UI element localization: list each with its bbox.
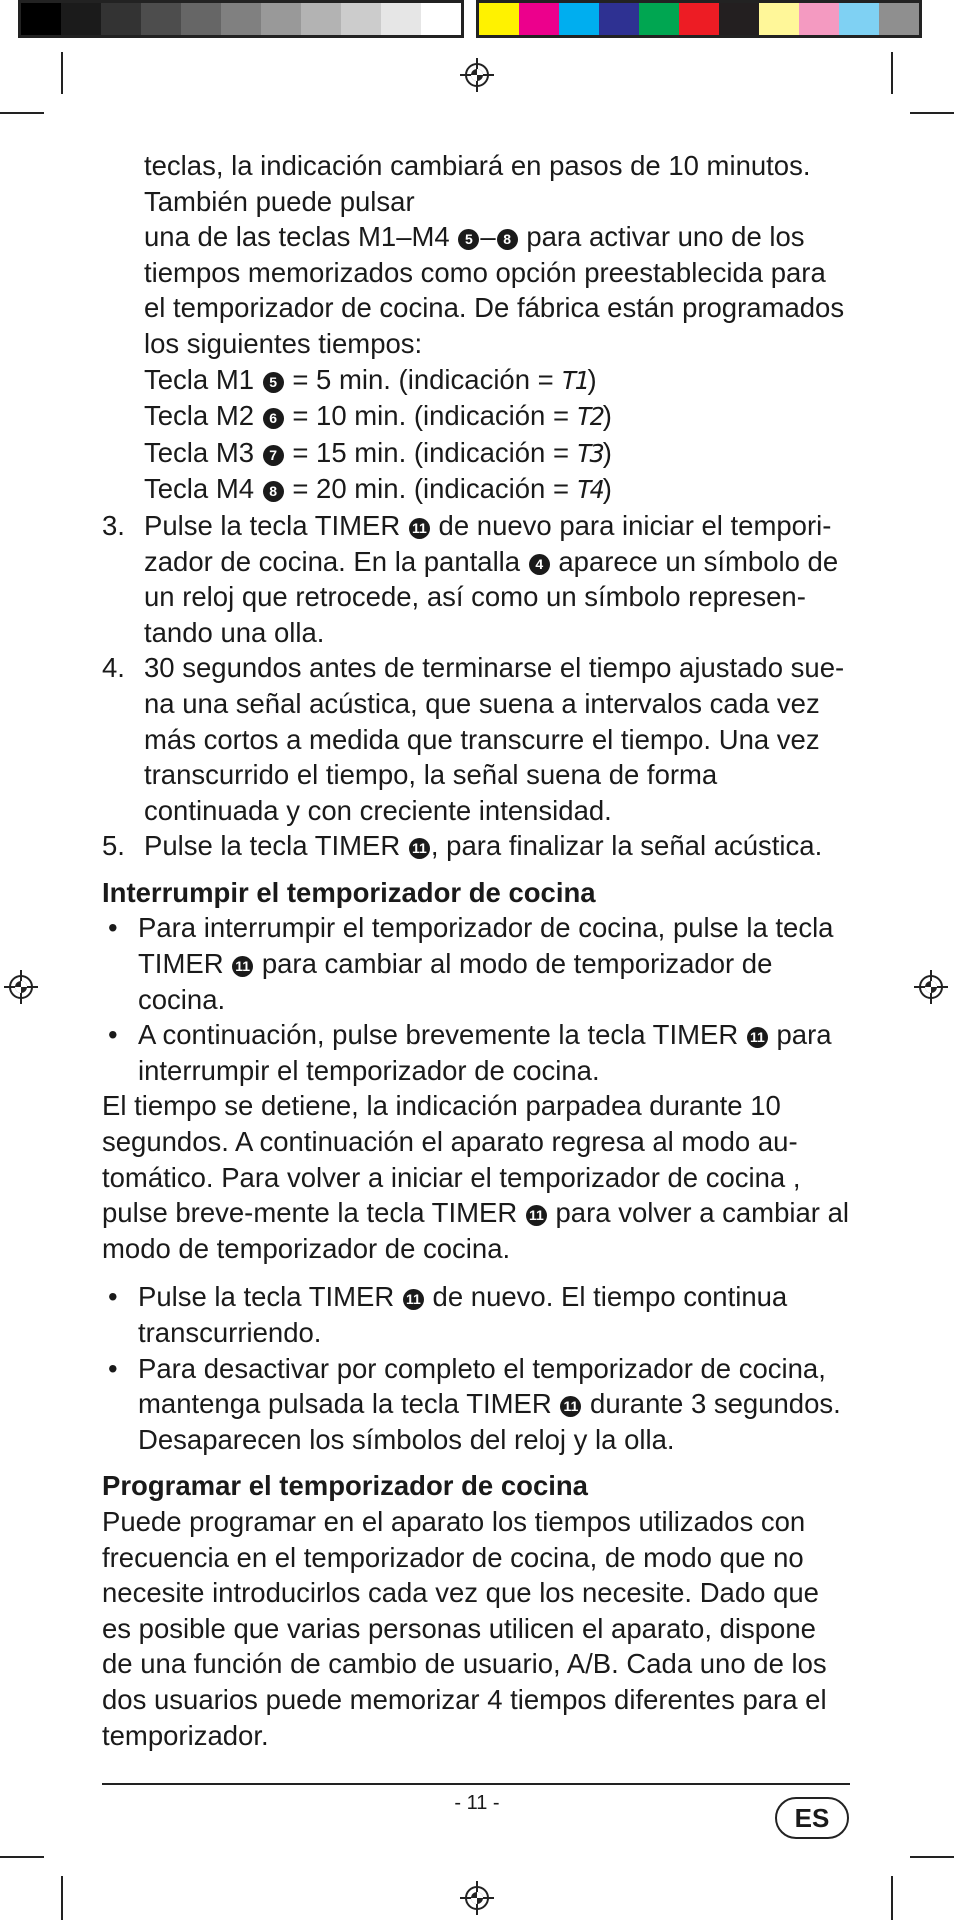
crop-mark <box>61 1876 63 1920</box>
preset-line: Tecla M3 7 = 15 min. (indicación = T3) <box>144 436 612 468</box>
grayscale-swatches <box>18 0 464 38</box>
display-code: T3 <box>576 438 603 468</box>
color-swatch <box>261 3 301 35</box>
color-swatch <box>799 3 839 35</box>
reference-number-icon: 8 <box>497 229 518 250</box>
display-code: T1 <box>561 365 588 395</box>
manual-text <box>102 148 854 1753</box>
reference-number-icon: 11 <box>403 1289 424 1310</box>
crop-mark <box>61 52 63 94</box>
reference-number-icon: 5 <box>458 229 479 250</box>
color-swatch <box>719 3 759 35</box>
color-swatch <box>221 3 261 35</box>
intro-paragraph: una de las teclas M1–M4 5 – 8 para activar uno de los tiempos memorizados como opción preestablecida para el temporizador de cocina. De fábrica están programados los siguientes tiempos: <box>144 221 845 359</box>
section-heading-program: Programar el temporizador de cocina <box>102 1470 588 1502</box>
registration-mark-icon <box>460 1881 494 1915</box>
bullet-item: • Pulse la tecla TIMER 11 de nuevo. El tiempo continua transcurriendo. <box>108 1281 788 1348</box>
color-swatch <box>759 3 799 35</box>
color-swatch <box>101 3 141 35</box>
reference-number-icon: 11 <box>409 838 430 859</box>
color-swatch <box>839 3 879 35</box>
crop-mark <box>0 112 44 114</box>
color-swatch <box>879 3 919 35</box>
intro-line: También puede pulsar <box>144 185 415 217</box>
color-swatches <box>476 0 922 38</box>
color-swatch <box>341 3 381 35</box>
step-5: 5. Pulse la tecla TIMER 11 , para finalizar la señal acústica. <box>102 830 823 862</box>
color-swatch <box>381 3 421 35</box>
registration-mark-icon <box>460 58 494 92</box>
step-3: 3. Pulse la tecla TIMER 11 de nuevo para iniciar el tempori-zador de cocina. En la pantalla 4 aparece un símbolo de un reloj que retrocede, así como un símbolo represen-tando una olla. <box>102 509 839 648</box>
section-heading-interrupt: Interrumpir el temporizador de cocina <box>102 876 596 908</box>
reference-number-icon: 11 <box>747 1027 768 1048</box>
color-swatch <box>519 3 559 35</box>
reference-number-icon: 5 <box>263 372 284 393</box>
registration-mark-icon <box>4 970 38 1004</box>
registration-mark-icon <box>914 970 948 1004</box>
preset-list <box>144 362 854 508</box>
step-4: 4. 30 segundos antes de terminarse el tiempo ajustado sue-na una señal acústica, que suena a intervalos cada vez más cortos a medida que transcurre el tiempo. Una vez transcurrido el tiempo, la señal suena de forma continuada y con creciente intensidad. <box>102 652 845 826</box>
crop-mark <box>910 112 954 114</box>
color-swatch <box>559 3 599 35</box>
crop-mark <box>891 52 893 94</box>
bullet-item: • Para interrumpir el temporizador de cocina, pulse la tecla TIMER 11 para cambiar al modo de temporizador de cocina. <box>108 912 834 1015</box>
reference-number-icon: 11 <box>232 956 253 977</box>
crop-mark <box>0 1856 44 1858</box>
crop-mark <box>910 1856 954 1858</box>
reference-number-icon: 4 <box>529 554 550 575</box>
paragraph: Puede programar en el aparato los tiempos utilizados con frecuencia en el temporizador de cocina, de modo que no necesite introducirlos cada vez que los necesite. Dado que es posible que varias personas utilicen el aparato, dispone de una función de cambio de usuario, A/B. Cada uno de los dos usuarios puede memorizar 4 tiempos diferentes para el temporizador. <box>102 1505 827 1751</box>
intro-block <box>102 148 854 508</box>
crop-mark <box>891 1876 893 1920</box>
footer-divider <box>102 1783 850 1785</box>
preset-line: Tecla M2 6 = 10 min. (indicación = T2) <box>144 400 612 432</box>
preset-line: Tecla M1 5 = 5 min. (indicación = T1) <box>144 363 597 395</box>
color-swatch <box>181 3 221 35</box>
language-badge: ES <box>775 1797 849 1839</box>
color-swatch <box>639 3 679 35</box>
color-swatch <box>421 3 461 35</box>
reference-number-icon: 11 <box>560 1396 581 1417</box>
color-swatch <box>479 3 519 35</box>
reference-number-icon: 7 <box>263 445 284 466</box>
bullet-item: • A continuación, pulse brevemente la tecla TIMER 11 para interrumpir el temporizador de cocina. <box>108 1019 832 1086</box>
page-number: - 11 - <box>454 1792 500 1814</box>
print-color-bar <box>18 0 922 44</box>
reference-number-icon: 11 <box>526 1205 547 1226</box>
color-swatch <box>141 3 181 35</box>
intro-line: teclas, la indicación cambiará en pasos de 10 minutos. <box>144 150 811 181</box>
color-swatch <box>599 3 639 35</box>
paragraph: El tiempo se detiene, la indicación parpadea durante 10 segundos. A continuación el aparato regresa al modo au-tomático. Para volver a iniciar el temporizador de cocina , pulse breve-mente la tecla TIMER 11 para volver a cambiar al modo de temporizador de cocina. <box>102 1090 849 1264</box>
display-code: T4 <box>576 475 603 505</box>
color-swatch <box>61 3 101 35</box>
color-swatch <box>301 3 341 35</box>
bullet-item: • Para desactivar por completo el temporizador de cocina, mantenga pulsada la tecla TIMER 11 durante 3 segundos. Desaparecen los símbolos del reloj y la olla. <box>108 1352 841 1455</box>
display-code: T2 <box>576 402 603 432</box>
color-swatch <box>679 3 719 35</box>
reference-number-icon: 11 <box>409 518 430 539</box>
reference-number-icon: 6 <box>263 408 284 429</box>
reference-number-icon: 8 <box>263 481 284 502</box>
preset-line: Tecla M4 8 = 20 min. (indicación = T4) <box>144 473 612 505</box>
color-swatch <box>21 3 61 35</box>
